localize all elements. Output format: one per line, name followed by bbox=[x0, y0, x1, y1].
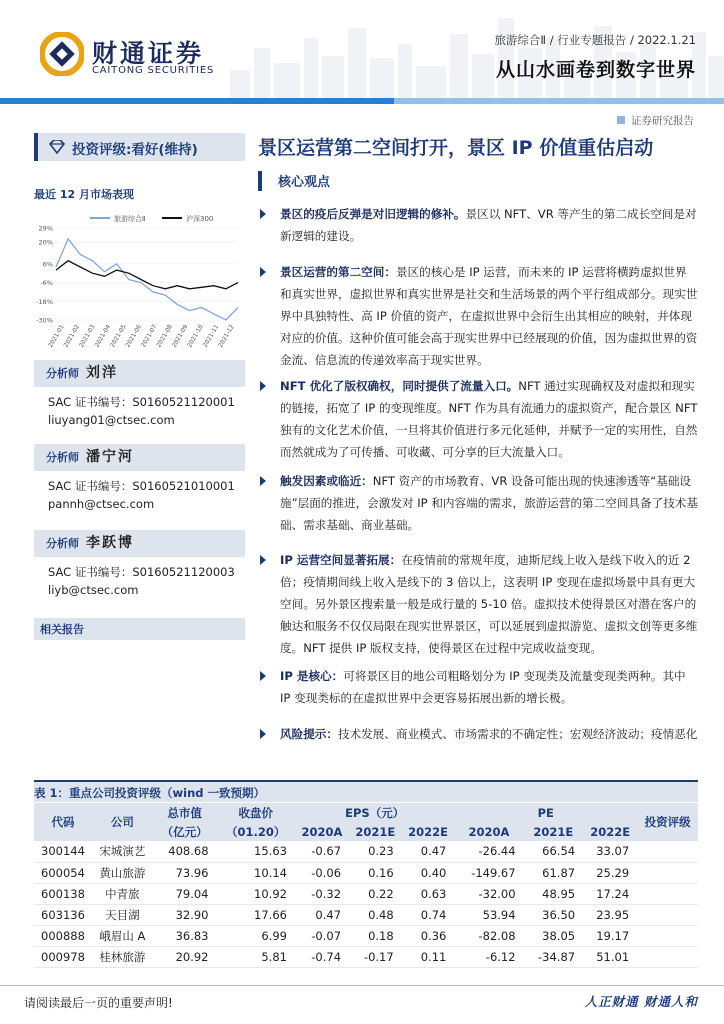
table-cell: 38.05 bbox=[524, 925, 584, 946]
brand-name-cn: 财通证券 bbox=[92, 39, 205, 68]
table-cell: 0.11 bbox=[402, 946, 455, 967]
table-cell: -0.32 bbox=[295, 883, 349, 904]
chart-x-tick: 2021-05 bbox=[108, 323, 128, 349]
table-cell: 10.14 bbox=[217, 862, 295, 883]
table-cell: 0.40 bbox=[402, 862, 455, 883]
footer-notice: 请阅读最后一页的重要声明! bbox=[24, 996, 173, 1010]
analyst-header bbox=[34, 530, 245, 557]
chart-x-tick: 2021-08 bbox=[155, 323, 174, 349]
chart-y-tick: 6% bbox=[42, 260, 53, 269]
bullet-lead: NFT 优化了版权确权，同时提供了流量入口。 bbox=[280, 379, 519, 393]
table-cell: 66.54 bbox=[524, 841, 584, 862]
table-caption-label: 表 1：重点公司投资评级（wind 一致预期） bbox=[34, 786, 265, 800]
bullet-lead: 风险提示： bbox=[280, 727, 338, 741]
table-row bbox=[34, 883, 698, 904]
analyst-role: 分析师 bbox=[46, 451, 79, 464]
analyst-cert: SAC 证书编号：S0160521120003 bbox=[48, 565, 235, 579]
series-line-hs300 bbox=[56, 261, 238, 289]
bullet-text: 景区以 NFT、VR 等产生的第二成长空间是对新逻辑的建设。 bbox=[280, 207, 697, 243]
main-headline: 景区运营第二空间打开，景区 IP 价值重估启动 bbox=[258, 137, 654, 159]
chart-legend bbox=[90, 214, 213, 223]
col-pe-2021: 2021E bbox=[524, 822, 584, 841]
analyst-header bbox=[34, 444, 245, 471]
table-cell: 48.95 bbox=[524, 883, 584, 904]
table-row bbox=[34, 904, 698, 925]
analyst-card bbox=[34, 530, 245, 598]
table-cell: 0.48 bbox=[349, 904, 402, 925]
stock-code: 603136 bbox=[34, 904, 92, 925]
company-name: 中青旅 bbox=[92, 883, 153, 904]
col-price-date: （01.20） bbox=[217, 822, 295, 841]
table-cell: 79.04 bbox=[153, 883, 217, 904]
table-caption bbox=[34, 780, 698, 802]
table-cell: 73.96 bbox=[153, 862, 217, 883]
market-chart-title: 最近 12 月市场表现 bbox=[34, 188, 134, 201]
table-cell: -26.44 bbox=[454, 841, 523, 862]
col-company: 公司 bbox=[92, 803, 153, 841]
table-cell: 0.47 bbox=[402, 841, 455, 862]
chart-x-tick: 2021-02 bbox=[62, 323, 82, 349]
table-cell: 5.81 bbox=[217, 946, 295, 967]
stock-code: 000888 bbox=[34, 925, 92, 946]
stock-code: 600138 bbox=[34, 883, 92, 904]
table-cell: -0.06 bbox=[295, 862, 349, 883]
col-code: 代码 bbox=[34, 803, 92, 841]
tag-square-icon bbox=[617, 116, 625, 124]
chart-x-tick: 2021-01 bbox=[47, 323, 66, 349]
table-cell: 10.92 bbox=[217, 883, 295, 904]
chart-y-tick: 20% bbox=[38, 238, 53, 247]
chart-x-tick: 2021-06 bbox=[124, 323, 144, 349]
report-tag bbox=[617, 113, 694, 128]
rating-cell bbox=[637, 946, 698, 967]
table-cell: 0.63 bbox=[402, 883, 455, 904]
col-mcap: 总市值 bbox=[153, 803, 217, 822]
chart-y-tick: 29% bbox=[38, 224, 53, 233]
col-eps: EPS（元） bbox=[295, 803, 454, 822]
chart-x-tick: 2021-12 bbox=[217, 323, 236, 349]
table-cell: 0.23 bbox=[349, 841, 402, 862]
header-ribbon bbox=[0, 98, 724, 104]
table-cell: 19.17 bbox=[583, 925, 637, 946]
stock-code: 000978 bbox=[34, 946, 92, 967]
analyst-name: 李跃博 bbox=[86, 535, 134, 551]
rating-table bbox=[34, 803, 698, 968]
table-cell: 32.90 bbox=[153, 904, 217, 925]
chart-x-tick: 2021-09 bbox=[170, 323, 190, 349]
bullet-point bbox=[258, 375, 698, 463]
table-cell: 15.63 bbox=[217, 841, 295, 862]
caitong-logo-icon bbox=[40, 32, 84, 76]
stock-code: 300144 bbox=[34, 841, 92, 862]
table-row bbox=[34, 925, 698, 946]
table-cell: -32.00 bbox=[454, 883, 523, 904]
bullet-text: 景区的核心是 IP 运营，而未来的 IP 运营将横跨虚拟世界和真实世界，虚拟世界和真实世界是社交和生活场景的两个平行组成部分。现实世界中具独特性、高 IP 价值的资产，在虚拟世界中会衍生出其相应的映射，并体现对应的价值。这种价值可能会高于现实世界中已经展现的价值，因为虚拟世界的资金流、信息流的传递效率高于现实世界。 bbox=[280, 265, 698, 367]
table-cell: 25.29 bbox=[583, 862, 637, 883]
bullet-text: 可将景区目的地公司粗略划分为 IP 变现类及流量变现类两种。其中 IP 变现类标的在虚拟世界中会更容易拓展出新的增长极。 bbox=[280, 669, 686, 705]
rating-cell bbox=[637, 862, 698, 883]
table-cell: 0.74 bbox=[402, 904, 455, 925]
company-name: 黄山旅游 bbox=[92, 862, 153, 883]
chart-y-tick: -6% bbox=[40, 279, 53, 288]
company-name: 宋城演艺 bbox=[92, 841, 153, 862]
stock-code: 600054 bbox=[34, 862, 92, 883]
table-cell: 0.18 bbox=[349, 925, 402, 946]
analyst-cert: SAC 证书编号：S0160521120001 bbox=[48, 395, 235, 409]
series-line-tourism bbox=[56, 239, 238, 320]
chart-x-tick: 2021-11 bbox=[201, 323, 221, 349]
analyst-email[interactable]: liuyang01@ctsec.com bbox=[48, 413, 175, 427]
table-row bbox=[34, 862, 698, 883]
table-cell: 33.07 bbox=[583, 841, 637, 862]
report-header bbox=[0, 0, 724, 100]
analyst-header bbox=[34, 360, 245, 387]
table-row bbox=[34, 841, 698, 862]
col-eps-2022: 2022E bbox=[402, 822, 455, 841]
table-cell: 23.95 bbox=[583, 904, 637, 925]
analyst-name: 刘洋 bbox=[86, 365, 118, 381]
bullet-lead: 景区运营的第二空间： bbox=[280, 265, 396, 279]
table-cell: 0.47 bbox=[295, 904, 349, 925]
table-cell: 0.36 bbox=[402, 925, 455, 946]
chart-x-tick: 2021-03 bbox=[78, 323, 97, 349]
chart-x-tick: 2021-10 bbox=[186, 323, 205, 349]
bullet-text: 在疫情前的常规年度，迪斯尼线上收入是线下收入的近 2 倍；疫情期间线上收入是线下的 3 倍以上，这表明 IP 变现在虚拟场景中具有更大空间。另外景区搜索量一般是成行量的 5-10 倍。虚拟技术使得景区对潜在客户的触达和服务不仅仅局限在现实世界景区，可以延展到虚拟游览、虚拟文创等更多维度。NFT 提供 IP 版权支持，使得景区在过程中完成收益变现。 bbox=[280, 553, 698, 655]
related-reports bbox=[34, 618, 245, 640]
table-cell: 17.66 bbox=[217, 904, 295, 925]
analyst-cert: SAC 证书编号：S0160521010001 bbox=[48, 479, 235, 493]
bullet-text: 技术发展、商业模式、市场需求的不确定性；宏观经济波动；疫情恶化 bbox=[337, 727, 698, 741]
table-cell: 36.50 bbox=[524, 904, 584, 925]
core-view-title: 核心观点 bbox=[258, 171, 330, 191]
analyst-role: 分析师 bbox=[46, 537, 79, 550]
rating-cell bbox=[637, 904, 698, 925]
market-performance-chart bbox=[30, 210, 245, 358]
bullet-lead: IP 是核心： bbox=[280, 669, 344, 683]
company-name: 峨眉山 A bbox=[92, 925, 153, 946]
bullet-text: NFT 通过实现确权及对虚拟和现实的链接，拓宽了 IP 的变现维度。NFT 作为具有流通力的虚拟资产，配合景区 NFT 独有的文化艺术价值，一旦将其价值进行多元化延伸，并赋予一定的实用性，自然而然就成为了可传播、可收藏、可分享的巨大流量入口。 bbox=[280, 379, 698, 459]
city-skyline-graphic bbox=[230, 8, 724, 100]
table-cell: 61.87 bbox=[524, 862, 584, 883]
report-title: 从山水画卷到数字世界 bbox=[495, 59, 696, 81]
brand-name-en: CAITONG SECURITIES bbox=[92, 65, 215, 76]
bullet-point bbox=[258, 723, 698, 745]
analyst-email[interactable]: pannh@ctsec.com bbox=[48, 497, 155, 511]
table-cell: 51.01 bbox=[583, 946, 637, 967]
table-cell: 408.68 bbox=[153, 841, 217, 862]
col-mcap-unit: （亿元） bbox=[153, 822, 217, 841]
analyst-email[interactable]: liyb@ctsec.com bbox=[48, 583, 139, 597]
diamond-icon bbox=[48, 140, 66, 154]
table-cell: 0.22 bbox=[349, 883, 402, 904]
investment-rating bbox=[34, 133, 245, 161]
analyst-name: 潘宁河 bbox=[86, 449, 134, 465]
footer-slogan: 人正财通 财通人和 bbox=[584, 994, 698, 1009]
chart-y-tick: -18% bbox=[36, 297, 53, 306]
table-cell: -0.17 bbox=[349, 946, 402, 967]
table-cell: -0.74 bbox=[295, 946, 349, 967]
table-cell: 20.92 bbox=[153, 946, 217, 967]
col-pe-2020: 2020A bbox=[454, 822, 523, 841]
table-cell: 53.94 bbox=[454, 904, 523, 925]
legend-label-tourism: 旅游综合Ⅱ bbox=[114, 215, 146, 223]
breadcrumb: 旅游综合Ⅱ / 行业专题报告 / 2022.1.21 bbox=[494, 33, 696, 47]
report-tag-label: 证券研究报告 bbox=[631, 115, 694, 127]
col-pe: PE bbox=[454, 803, 637, 822]
table-cell: -34.87 bbox=[524, 946, 584, 967]
col-eps-2020: 2020A bbox=[295, 822, 349, 841]
footer-divider bbox=[0, 985, 724, 986]
related-reports-label: 相关报告 bbox=[40, 623, 84, 636]
table-cell: 0.16 bbox=[349, 862, 402, 883]
col-rating: 投资评级 bbox=[637, 803, 698, 841]
bullet-text: NFT 资产的市场教育、VR 设备可能出现的快速渗透等“基础设施”层面的推进，会激发对 IP 和内容端的需求，旅游运营的第二空间具备了技术基础、需求基础、商业基础。 bbox=[280, 474, 698, 532]
table-cell: -0.67 bbox=[295, 841, 349, 862]
rating-cell bbox=[637, 883, 698, 904]
bullet-point bbox=[258, 470, 698, 536]
bullet-point bbox=[258, 665, 698, 709]
bullet-point bbox=[258, 203, 698, 247]
bullet-point bbox=[258, 549, 698, 659]
table-cell: -82.08 bbox=[454, 925, 523, 946]
table-cell: -6.12 bbox=[454, 946, 523, 967]
table-cell: -149.67 bbox=[454, 862, 523, 883]
bullet-lead: 景区的疫后反弹是对旧逻辑的修补。 bbox=[280, 207, 466, 221]
company-name: 天目湖 bbox=[92, 904, 153, 925]
chart-x-tick: 2021-07 bbox=[139, 323, 159, 349]
table-cell: 6.99 bbox=[217, 925, 295, 946]
table-cell: -0.07 bbox=[295, 925, 349, 946]
analyst-card bbox=[34, 444, 245, 512]
rating-cell bbox=[637, 841, 698, 862]
col-pe-2022: 2022E bbox=[583, 822, 637, 841]
bullet-lead: 触发因素或临近： bbox=[280, 474, 373, 488]
table-cell: 36.83 bbox=[153, 925, 217, 946]
company-name: 桂林旅游 bbox=[92, 946, 153, 967]
legend-label-hs300: 沪深300 bbox=[186, 215, 214, 223]
analyst-card bbox=[34, 360, 245, 428]
bullet-point bbox=[258, 261, 698, 371]
rating-cell bbox=[637, 925, 698, 946]
table-row bbox=[34, 946, 698, 967]
analyst-role: 分析师 bbox=[46, 367, 79, 380]
bullet-lead: IP 运营空间显著拓展： bbox=[280, 553, 402, 567]
table-cell: 17.24 bbox=[583, 883, 637, 904]
chart-y-tick: -30% bbox=[36, 316, 53, 325]
chart-x-tick: 2021-04 bbox=[93, 323, 113, 349]
col-eps-2021: 2021E bbox=[349, 822, 402, 841]
rating-label: 投资评级:看好(维持) bbox=[72, 142, 198, 158]
col-price: 收盘价 bbox=[217, 803, 295, 822]
